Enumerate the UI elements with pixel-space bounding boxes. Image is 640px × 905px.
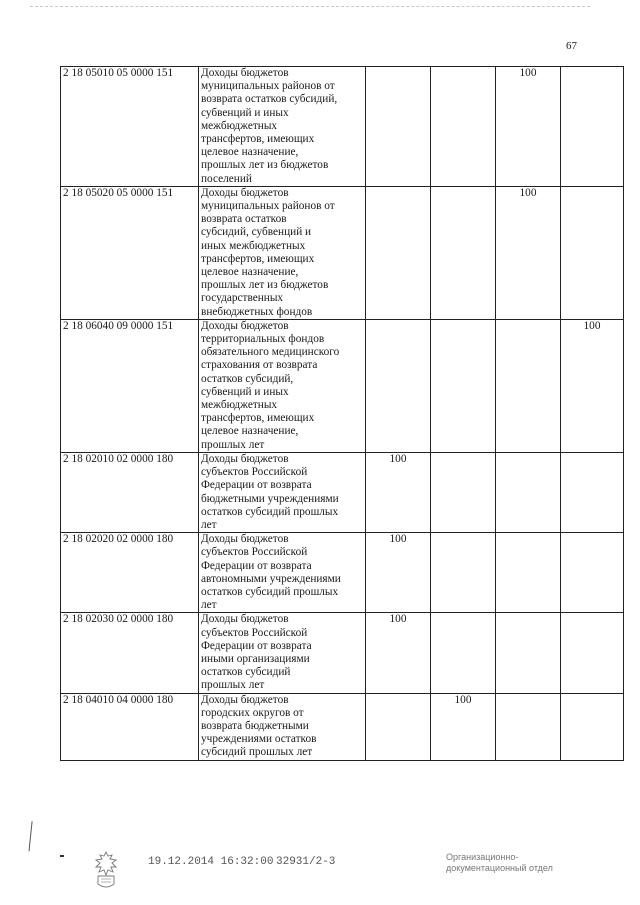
budget-table <box>60 66 624 761</box>
income-name-line: прошлых лет из бюджетов <box>201 279 329 292</box>
income-name-cell <box>199 319 366 452</box>
budget-code-cell: 2 18 05020 05 0000 151 <box>61 186 199 319</box>
normative-value-cell <box>366 452 431 532</box>
stamp-document-number: 32931/2-3 <box>276 856 336 868</box>
income-name-line: внебюджетных фондов <box>201 305 313 318</box>
table-row <box>61 186 624 319</box>
normative-value-cell <box>561 452 624 532</box>
normative-value-cell <box>496 693 561 760</box>
income-name-line: прошлых лет <box>201 679 265 692</box>
income-name-line: Доходы бюджетов <box>201 533 289 546</box>
income-name-line: субъектов Российской <box>201 546 308 559</box>
budget-code-cell: 2 18 06040 09 0000 151 <box>61 319 199 452</box>
normative-value-cell <box>366 693 431 760</box>
income-name-line: субсидий, субвенций и <box>201 226 312 239</box>
normative-value-cell <box>496 613 561 693</box>
income-name-line: государственных <box>201 292 284 305</box>
income-name-line: субвенций и иных <box>201 106 289 119</box>
income-name-line: Доходы бюджетов <box>201 452 289 465</box>
normative-value-cell <box>561 693 624 760</box>
income-name-line: возврата остатков субсидий, <box>201 93 338 106</box>
budget-code-cell: 2 18 02020 02 0000 180 <box>61 533 199 613</box>
income-name-line: межбюджетных <box>201 119 278 132</box>
income-name-line: прошлых лет <box>201 438 265 451</box>
income-name-line: остатков субсидий прошлых <box>201 505 339 518</box>
normative-value: 100 <box>454 693 472 706</box>
normative-value: 100 <box>519 186 537 199</box>
coat-of-arms-icon <box>92 850 120 890</box>
normative-value-cell <box>431 67 496 187</box>
table-row <box>61 693 624 760</box>
income-name-line: трансфертов, имеющих <box>201 252 315 265</box>
normative-value: 100 <box>519 67 537 79</box>
table-row <box>61 613 624 693</box>
income-name-line: возврата бюджетными <box>201 719 309 732</box>
income-name-line: страхования от возврата <box>201 359 318 372</box>
normative-value-cell <box>366 67 431 187</box>
table-body <box>61 67 624 761</box>
income-name-line: муниципальных районов от <box>201 80 335 93</box>
normative-value-cell <box>561 319 624 452</box>
income-name-line: территориальных фондов <box>201 333 325 346</box>
normative-value-cell <box>496 67 561 187</box>
income-name-line: иными организациями <box>201 652 310 665</box>
income-name-line: целевое назначение, <box>201 425 299 438</box>
income-name-line: целевое назначение, <box>201 146 299 159</box>
table-row <box>61 452 624 532</box>
stamp-timestamp: 19.12.2014 16:32:00 <box>148 856 274 868</box>
income-name-line: Федерации от возврата <box>201 639 312 652</box>
budget-code-cell: 2 18 02010 02 0000 180 <box>61 452 199 532</box>
income-name-line: городских округов от <box>201 706 304 719</box>
normative-value-cell <box>496 186 561 319</box>
income-name-cell <box>199 452 366 532</box>
normative-value-cell <box>496 319 561 452</box>
normative-value-cell <box>561 613 624 693</box>
normative-value-cell <box>431 319 496 452</box>
income-name-cell <box>199 533 366 613</box>
income-name-line: возврата остатков <box>201 213 287 226</box>
organization-stamp <box>446 852 553 874</box>
normative-value: 100 <box>389 533 407 546</box>
normative-value-cell <box>431 452 496 532</box>
normative-value-cell <box>431 186 496 319</box>
income-name-cell <box>199 186 366 319</box>
income-name-line: Доходы бюджетов <box>201 67 289 79</box>
income-name-line: лет <box>201 518 217 531</box>
income-name-line: обязательного медицинского <box>201 346 340 359</box>
budget-code-cell: 2 18 04010 04 0000 180 <box>61 693 199 760</box>
income-name-line: прошлых лет из бюджетов <box>201 159 329 172</box>
income-name-line: Доходы бюджетов <box>201 693 289 706</box>
income-name-line: иных межбюджетных <box>201 239 306 252</box>
document-footer <box>0 846 640 896</box>
top-scan-rule <box>30 6 590 7</box>
normative-value: 100 <box>389 452 407 465</box>
income-name-line: автономными учреждениями <box>201 572 341 585</box>
income-name-line: Федерации от возврата <box>201 559 312 572</box>
budget-code-cell: 2 18 05010 05 0000 151 <box>61 67 199 187</box>
income-name-line: Доходы бюджетов <box>201 319 289 332</box>
table-row <box>61 67 624 187</box>
org-stamp-line: Организационно- <box>446 852 519 862</box>
income-name-line: муниципальных районов от <box>201 200 335 213</box>
normative-value-cell <box>561 186 624 319</box>
income-name-line: субъектов Российской <box>201 466 308 479</box>
income-name-line: остатков субсидий прошлых <box>201 585 339 598</box>
income-name-cell <box>199 67 366 187</box>
normative-value: 100 <box>583 319 601 332</box>
normative-value-cell <box>431 613 496 693</box>
normative-value-cell <box>496 452 561 532</box>
income-name-line: остатков субсидий, <box>201 372 294 385</box>
income-name-line: остатков субсидий <box>201 666 291 679</box>
normative-value-cell <box>431 693 496 760</box>
income-name-line: поселений <box>201 172 252 185</box>
income-name-line: субсидий прошлых лет <box>201 746 313 759</box>
income-name-line: трансфертов, имеющих <box>201 133 315 146</box>
income-name-line: учреждениями остатков <box>201 733 317 746</box>
income-name-line: трансфертов, имеющих <box>201 412 315 425</box>
income-name-cell <box>199 693 366 760</box>
table-row <box>61 319 624 452</box>
budget-code-cell: 2 18 02030 02 0000 180 <box>61 613 199 693</box>
income-name-line: субъектов Российской <box>201 626 308 639</box>
income-name-line: субвенций и иных <box>201 385 289 398</box>
income-name-line: лет <box>201 599 217 612</box>
income-name-line: Доходы бюджетов <box>201 186 289 199</box>
income-name-line: Доходы бюджетов <box>201 613 289 626</box>
table-row <box>61 533 624 613</box>
income-name-line: целевое назначение, <box>201 266 299 279</box>
income-name-line: межбюджетных <box>201 399 278 412</box>
normative-value-cell <box>366 319 431 452</box>
page-number: 67 <box>566 40 577 52</box>
normative-value: 100 <box>389 613 407 626</box>
income-name-cell <box>199 613 366 693</box>
normative-value-cell <box>561 533 624 613</box>
normative-value-cell <box>366 533 431 613</box>
income-name-line: Федерации от возврата <box>201 479 312 492</box>
normative-value-cell <box>496 533 561 613</box>
income-name-line: бюджетными учреждениями <box>201 492 339 505</box>
org-stamp-line: документационный отдел <box>446 863 553 873</box>
normative-value-cell <box>366 613 431 693</box>
normative-value-cell <box>431 533 496 613</box>
normative-value-cell <box>366 186 431 319</box>
normative-value-cell <box>561 67 624 187</box>
